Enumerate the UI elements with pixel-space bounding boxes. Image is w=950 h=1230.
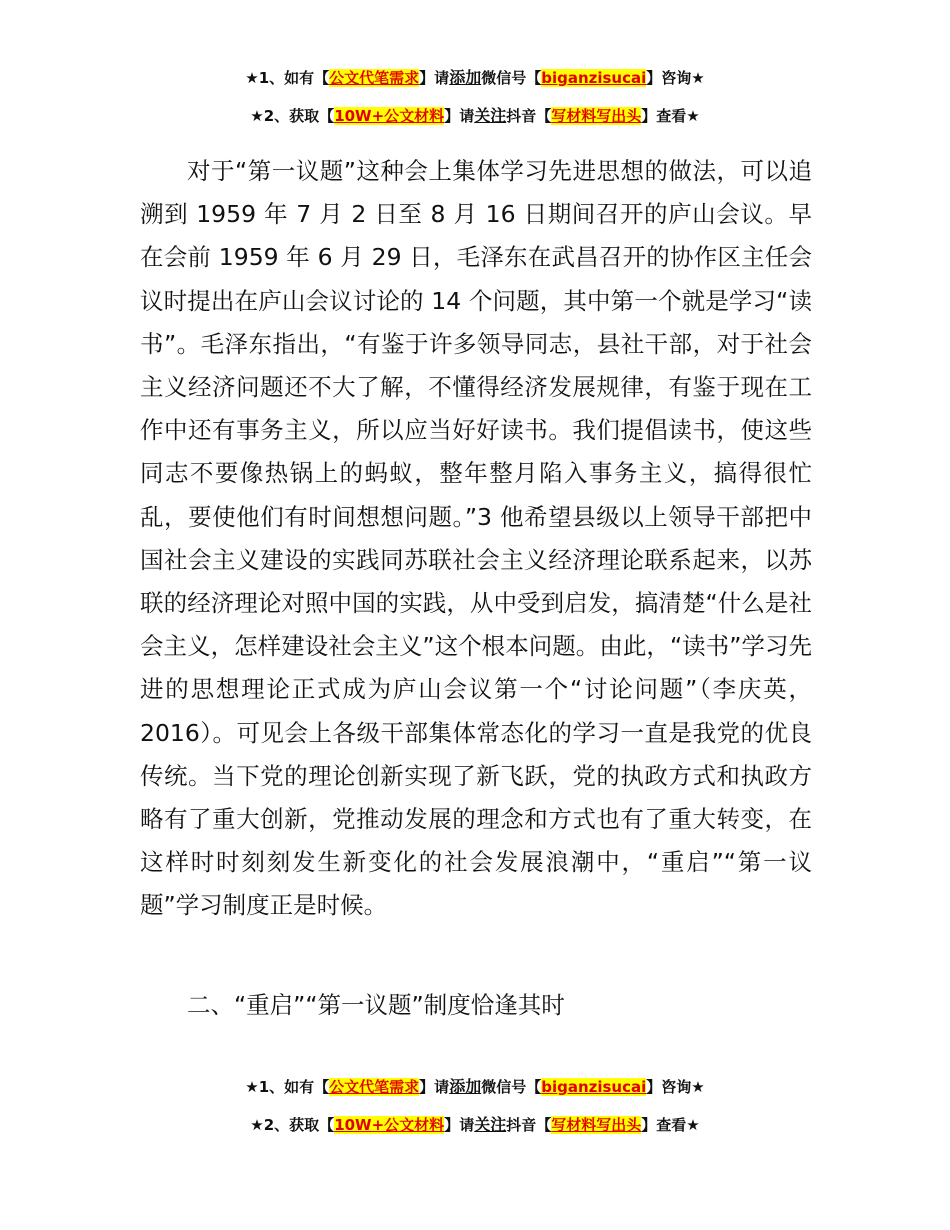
banner-text: 抖音【 [506, 107, 552, 125]
banner-top-line1 [0, 68, 950, 88]
section-heading: 二、“重启”“第一议题”制度恰逢其时 [187, 991, 565, 1019]
banner-text: ★1、如有【 [245, 1078, 330, 1096]
banner-text: 】查看★ [641, 107, 700, 125]
banner-bottom-line1 [0, 1077, 950, 1097]
banner-text: ★2、获取【 [250, 107, 335, 125]
banner-text: 微信号【 [481, 1078, 542, 1096]
banner-text: 抖音【 [506, 1116, 552, 1134]
banner-highlight: biganzisucai [541, 69, 647, 87]
banner-text: ★2、获取【 [250, 1116, 335, 1134]
banner-highlight: 写材料写出头 [551, 1116, 642, 1134]
banner-underline: 添加 [449, 1077, 482, 1096]
banner-text: 微信号【 [481, 69, 542, 87]
banner-underline: 添加 [449, 68, 482, 87]
banner-highlight: 写材料写出头 [551, 107, 642, 125]
banner-text: 】查看★ [641, 1116, 700, 1134]
banner-highlight: 公文代笔需求 [329, 1078, 420, 1096]
banner-text: 】请 [419, 69, 450, 87]
banner-underline: 关注 [474, 106, 507, 125]
banner-text: 】请 [444, 107, 475, 125]
banner-text: 】咨询★ [646, 69, 705, 87]
banner-underline: 关注 [474, 1115, 507, 1134]
banner-bottom-line2 [0, 1115, 950, 1135]
banner-highlight: 公文代笔需求 [329, 69, 420, 87]
body-paragraph: 对于“第一议题”这种会上集体学习先进思想的做法，可以追溯到 1959 年 7 月 2 日至 8 月 16 日期间召开的庐山会议。早在会前 1959 年 6 月 29 日，毛泽东在武昌召开的协作区主任会议时提出在庐山会议讨论的 14 个问题，其中第一个就是学习“读书”。毛泽东指出，“有鉴于许多领导同志，县社干部，对于社会主义经济问题还不大了解，不懂得经济发展规律，有鉴于现在工作中还有事务主义，所以应当好好读书。我们提倡读书，使这些同志不要像热锅上的蚂蚁，整年整月陷入事务主义，搞得很忙乱，要使他们有时间想想问题。”3 他希望县级以上领导干部把中国社会主义建设的实践同苏联社会主义经济理论联系起来，以苏联的经济理论对照中国的实践，从中受到启发，搞清楚“什么是社会主义，怎样建设社会主义”这个根本问题。由此，“读书”学习先进的思想理论正式成为庐山会议第一个“讨论问题”（李庆英，2016）。可见会上各级干部集体常态化的学习一直是我党的优良传统。当下党的理论创新实现了新飞跃，党的执政方式和执政方略有了重大创新，党推动发展的理念和方式也有了重大转变，在这样时时刻刻发生新变化的社会发展浪潮中，“重启”“第一议题”学习制度正是时候。 [140, 157, 812, 920]
banner-top-line2 [0, 106, 950, 126]
banner-text: 】请 [419, 1078, 450, 1096]
banner-text: 】请 [444, 1116, 475, 1134]
banner-text: 】咨询★ [646, 1078, 705, 1096]
banner-highlight: biganzisucai [541, 1078, 647, 1096]
banner-highlight: 10W+公文材料 [334, 1116, 445, 1134]
banner-text: ★1、如有【 [245, 69, 330, 87]
document-body [140, 150, 812, 928]
banner-highlight: 10W+公文材料 [334, 107, 445, 125]
